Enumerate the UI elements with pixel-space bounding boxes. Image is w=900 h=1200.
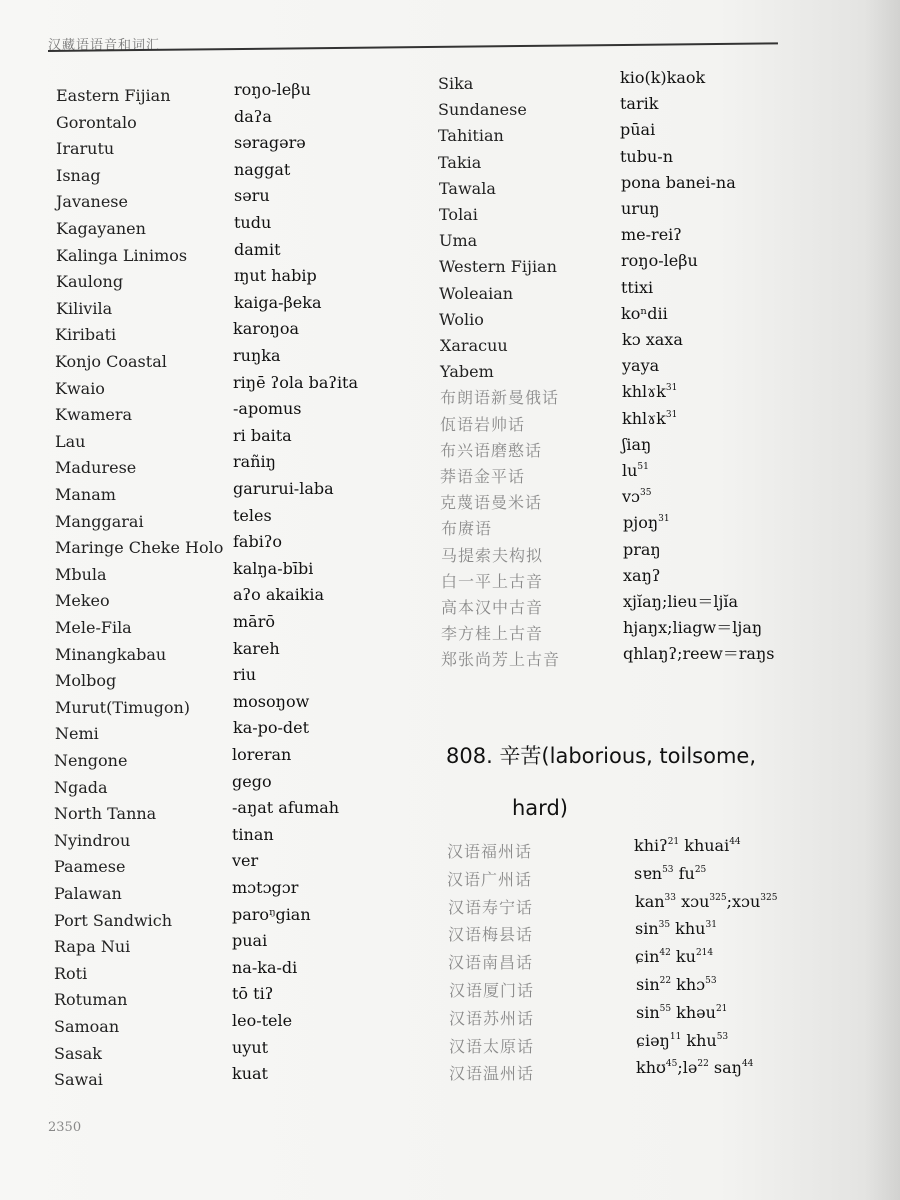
entry-word: ɪŋut habip	[234, 266, 317, 286]
entry-word: me-reiʔ	[621, 225, 682, 245]
entry-language: Kwaio	[55, 378, 105, 398]
entry-language: Lau	[55, 431, 86, 451]
entry-word: khiʔ$^{21}$ khuai$^{44}$	[634, 836, 741, 855]
entry-word: pjoŋ$^{31}$	[623, 513, 670, 533]
entry-language: Murut(Timugon)	[55, 697, 190, 717]
entry-language: Eastern Fijian	[56, 86, 171, 105]
entry-language: Molbog	[55, 671, 117, 691]
entry-language: Wolio	[439, 309, 484, 329]
entry-word: tudu	[234, 213, 272, 232]
entry-word: xaŋʔ	[623, 565, 661, 585]
entry-word: mɔtɔgɔr	[232, 878, 299, 897]
entry-word: xjĭaŋ;lieu＝ljĭa	[623, 592, 739, 611]
entry-word: kuat	[232, 1064, 268, 1084]
entry-language: Port Sandwich	[54, 910, 173, 930]
entry-language: Mekeo	[55, 591, 110, 611]
entry-language: Konjo Coastal	[55, 352, 167, 371]
entry-word: loreran	[232, 745, 292, 764]
section-heading-line2: hard)	[512, 796, 568, 820]
entry-language: 李方桂上古音	[441, 624, 544, 644]
entry-word: uyut	[232, 1037, 269, 1057]
entry-word: ka-po-det	[233, 718, 310, 738]
entry-language: 布朗语新曼俄话	[440, 388, 560, 408]
entry-word: rañiŋ	[233, 452, 276, 472]
entry-language: Sasak	[54, 1043, 102, 1063]
entry-word: leo-tele	[232, 1011, 293, 1030]
entry-language: Javanese	[56, 192, 128, 212]
entry-language: Takia	[438, 152, 482, 172]
entry-word: qhlaŋʔ;reew＝raŋs	[623, 644, 775, 664]
entry-language: 高本汉中古音	[441, 598, 544, 617]
entry-word: kareh	[233, 638, 280, 658]
entry-language: Xaracuu	[440, 336, 508, 355]
entry-language: Roti	[54, 963, 88, 983]
entry-word: sɐn$^{53}$ $fu^{25}$	[634, 863, 707, 883]
entry-language: Tawala	[439, 178, 496, 198]
entry-language: Minangkabau	[55, 644, 167, 664]
entry-language: 汉语寿宁话	[448, 897, 534, 917]
entry-word: səru	[234, 186, 270, 206]
entry-word: aʔo akaikia	[233, 585, 325, 605]
entry-language: 马提索夫构拟	[441, 545, 544, 565]
entry-word: kalŋa-bībi	[233, 558, 314, 578]
entry-language: Paamese	[54, 857, 126, 877]
entry-word: ɕin$^{42}$ $ku^{214}$	[635, 947, 714, 967]
entry-word: roŋo-leβu	[621, 251, 698, 271]
entry-word: tinan	[232, 824, 274, 844]
entry-language: 莽语金平话	[440, 467, 526, 486]
entry-language: Samoan	[54, 1017, 120, 1036]
entry-word: roŋo-leβu	[234, 80, 311, 99]
entry-language: Nengone	[54, 751, 128, 770]
entry-language: 郑张尚芳上古音	[441, 650, 561, 670]
entry-language: Tolai	[439, 205, 478, 224]
entry-word: uruŋ	[621, 199, 660, 218]
entry-word: mosoŋow	[233, 691, 310, 711]
entry-word: praŋ	[623, 539, 661, 559]
entry-word: kio(k)kaok	[620, 68, 706, 87]
entry-language: Kalinga Linimos	[56, 245, 188, 265]
entry-language: Tahitian	[438, 126, 504, 146]
entry-word: -apomus	[233, 399, 302, 419]
entry-language: Manggarai	[55, 511, 144, 531]
entry-word: -aŋat afumah	[232, 798, 340, 818]
section-heading-line1: 808. 辛苦(laborious, toilsome,	[446, 744, 757, 768]
entry-word: tubu-n	[620, 146, 673, 166]
entry-word: karoŋoa	[233, 319, 299, 339]
entry-word: koⁿdii	[621, 303, 668, 323]
entry-language: Woleaian	[439, 283, 514, 303]
entry-language: Gorontalo	[56, 112, 137, 132]
entry-language: 白一平上古音	[441, 571, 544, 591]
entry-word: garurui-laba	[233, 479, 334, 498]
entry-word: khlɤk$^{31}$	[622, 408, 678, 428]
entry-language: Kilivila	[56, 298, 113, 318]
entry-language: Nyindrou	[54, 830, 131, 850]
entry-word: ruŋka	[233, 346, 281, 365]
entry-language: 汉语广州话	[447, 869, 533, 889]
entry-language: 汉语梅县话	[448, 925, 534, 945]
entry-language: Isnag	[56, 165, 101, 185]
entry-word: damit	[234, 239, 281, 259]
entry-language: Sawai	[54, 1070, 103, 1090]
entry-language: 汉语福州话	[447, 842, 533, 861]
entry-word: ttixi	[621, 277, 654, 297]
entry-word: riu	[233, 665, 257, 685]
entry-language: Nemi	[55, 724, 99, 744]
entry-language: Sika	[438, 74, 474, 93]
entry-language: Sundanese	[438, 100, 527, 120]
entry-word: $lu^{51}$	[622, 461, 649, 480]
entry-language: 汉语太原话	[449, 1036, 535, 1056]
entry-word: $\sin^{22}$ khɔ$^{53}$	[636, 975, 717, 994]
entry-word: ver	[232, 851, 259, 871]
entry-word: puai	[232, 931, 268, 951]
entry-word: səragərə	[234, 133, 306, 153]
entry-word: khʊ$^{45}$;lə$^{22}$ saŋ$^{44}$	[636, 1058, 754, 1078]
entry-word: ri baita	[233, 425, 292, 445]
entry-language: Madurese	[55, 458, 137, 478]
entry-language: Uma	[439, 231, 478, 251]
entry-word: ɕiəŋ$^{11}$ khu$^{53}$	[636, 1030, 729, 1050]
entry-word: mārō	[233, 612, 275, 631]
entry-word: kan$^{33}$ xɔu$^{325}$;xɔu$^{325}$	[635, 891, 778, 911]
entry-word: tarik	[620, 94, 659, 114]
entry-word: ʃiaŋ	[622, 434, 652, 454]
entry-language: Kaulong	[56, 272, 124, 292]
entry-language: Kiribati	[55, 325, 117, 345]
entry-word: riŋē ʔola baʔita	[233, 372, 359, 392]
entry-word: daʔa	[234, 106, 272, 126]
entry-word: vɔ$^{35}$	[622, 487, 652, 507]
entry-word: na-ka-di	[232, 957, 298, 977]
entry-language: Rotuman	[54, 990, 128, 1010]
entry-word: naggat	[234, 159, 291, 179]
entry-language: Yabem	[440, 362, 494, 382]
entry-word: $\sin^{35} khu^{31}$	[635, 919, 717, 939]
entry-language: 佤语岩帅话	[440, 414, 526, 434]
entry-word: khlɤk$^{31}$	[622, 382, 678, 402]
entry-language: Ngada	[54, 777, 108, 797]
entry-language: 汉语南昌话	[448, 953, 534, 973]
entry-language: 汉语温州话	[449, 1064, 535, 1084]
entry-language: Maringe Cheke Holo	[55, 538, 224, 558]
page-number: 2350	[48, 1120, 82, 1135]
entry-word: $\sin^{55}$ khəu$^{21}$	[636, 1002, 728, 1022]
entry-language: Kwamera	[55, 405, 133, 425]
entry-word: pona banei-na	[621, 172, 736, 192]
entry-language: Rapa Nui	[54, 937, 131, 957]
entry-word: tō tiʔ	[232, 984, 274, 1004]
entry-language: Palawan	[54, 884, 122, 903]
entry-language: Manam	[55, 485, 116, 504]
entry-language: 布兴语磨憨话	[440, 440, 543, 460]
entry-language: Western Fijian	[439, 257, 557, 277]
entry-word: pūai	[620, 120, 656, 140]
entry-language: 布赓语	[441, 519, 493, 539]
entry-word: fabiʔo	[233, 532, 283, 552]
entry-word: paroᵑgian	[232, 904, 311, 924]
entry-word: gego	[232, 771, 272, 791]
entry-word: teles	[233, 505, 272, 525]
entry-language: 克蔑语曼米话	[440, 493, 543, 513]
entry-word: kaiga-βeka	[234, 292, 322, 312]
entry-language: Mele-Fila	[55, 618, 132, 637]
entry-language: Mbula	[55, 564, 107, 584]
running-head: 汉藏语语音和词汇	[48, 38, 161, 53]
entry-language: 汉语厦门话	[449, 981, 535, 1000]
entry-word: hjaŋx;liagw＝ljaŋ	[623, 618, 763, 638]
entry-language: North Tanna	[54, 804, 157, 824]
entry-word: yaya	[622, 356, 660, 376]
entry-language: Kagayanen	[56, 219, 146, 238]
entry-language: Irarutu	[56, 139, 115, 159]
entry-word: kɔ xaxa	[622, 330, 683, 349]
entry-language: 汉语苏州话	[449, 1008, 535, 1028]
